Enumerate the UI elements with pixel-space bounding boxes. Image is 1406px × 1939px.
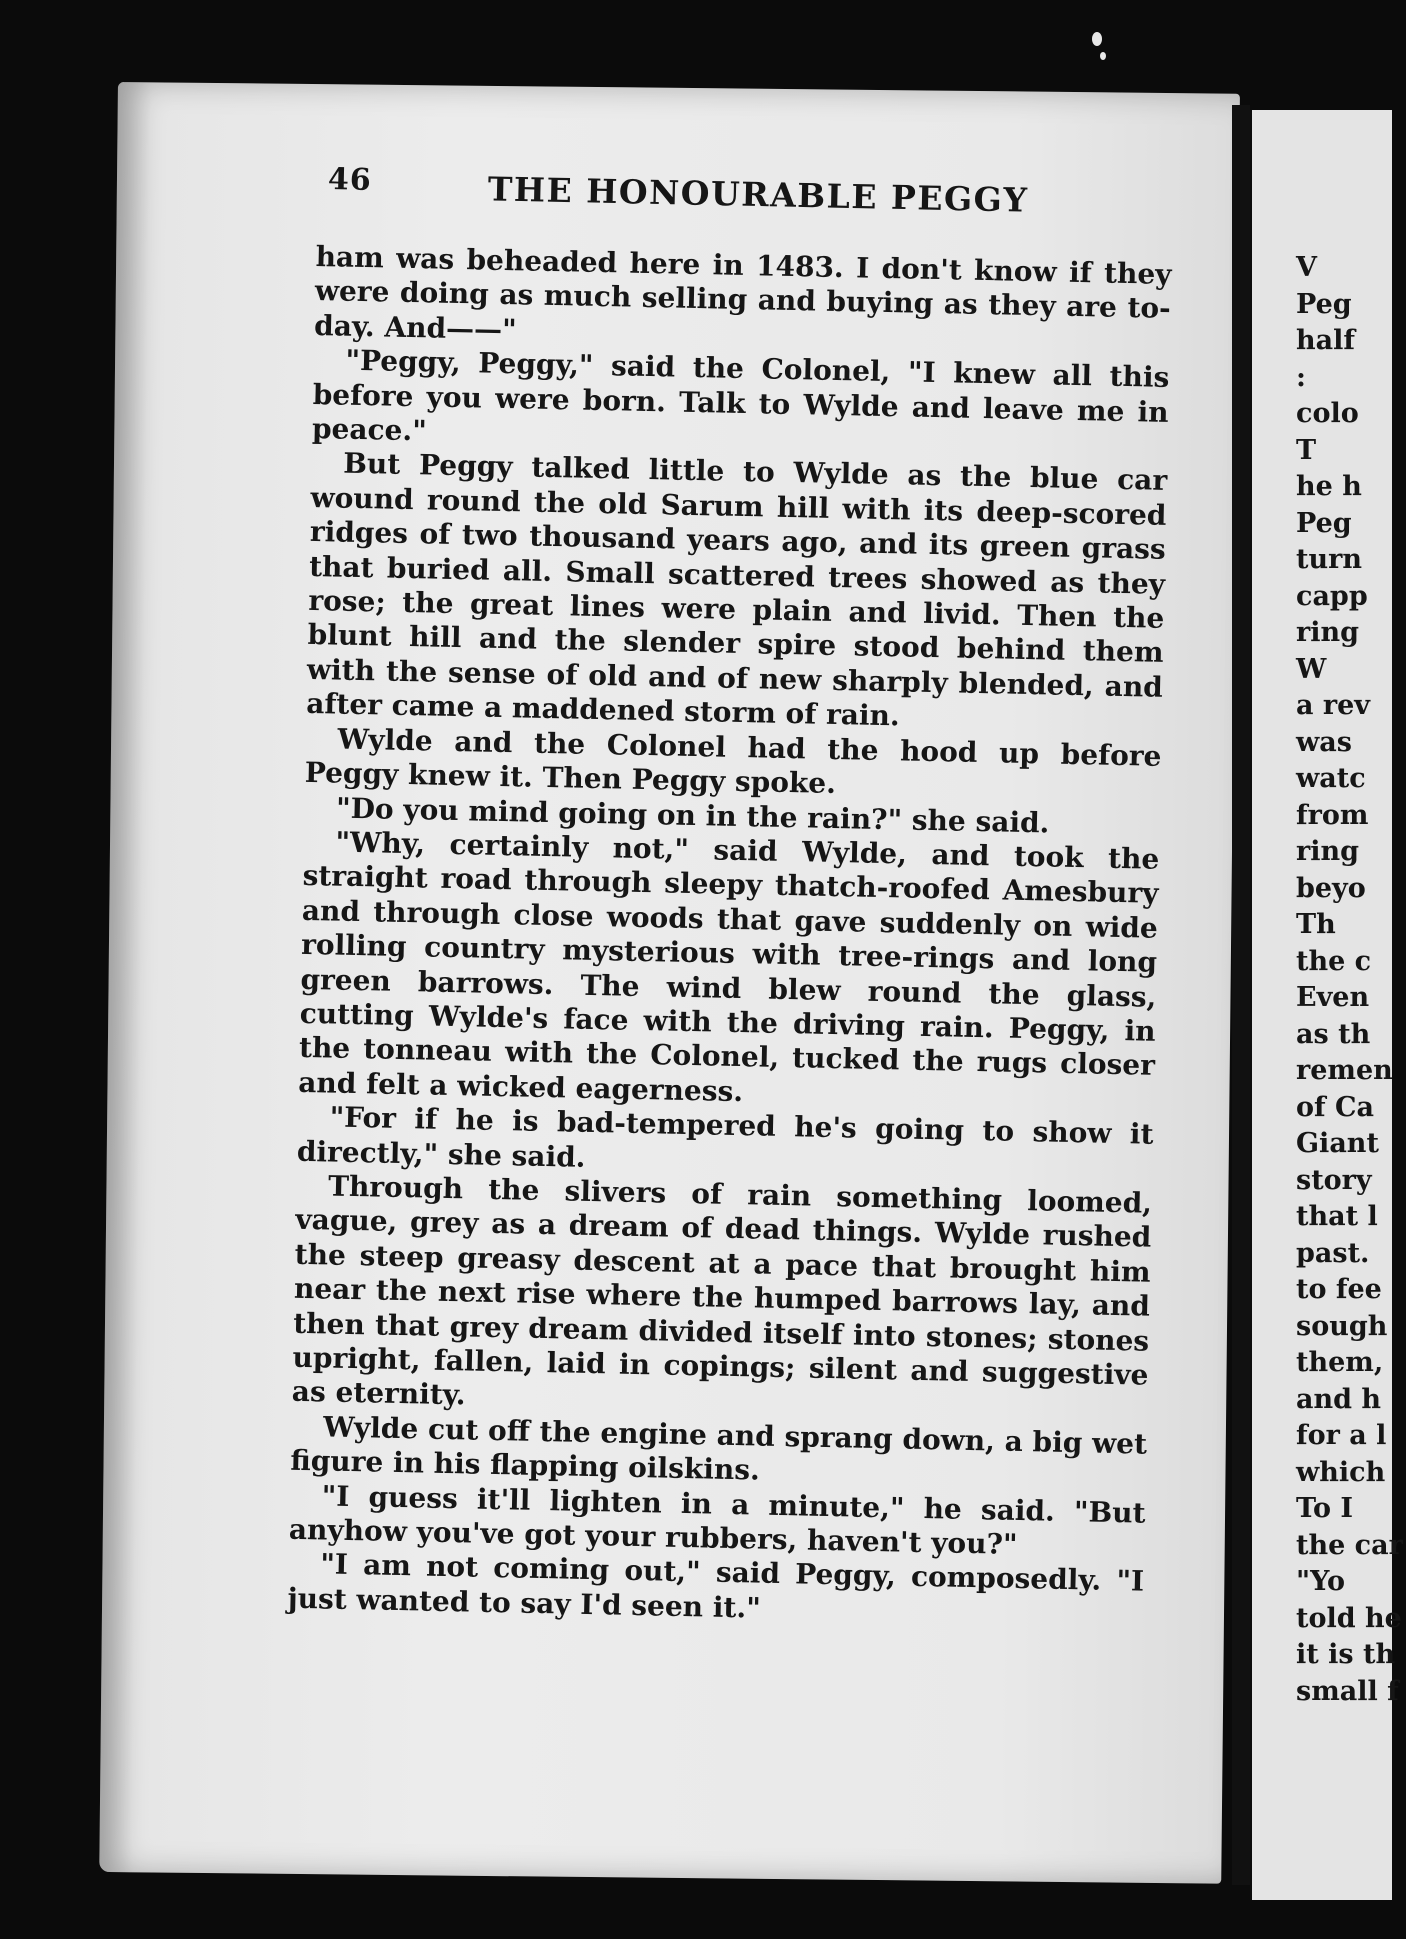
facing-page-line: Even <box>1296 982 1370 1013</box>
facing-page-line: remen <box>1296 1055 1393 1086</box>
dust-speck <box>1100 52 1106 60</box>
facing-page-line: that l <box>1296 1201 1378 1232</box>
paragraph: Through the slivers of rain something loomed, vague, grey as a dream of dead things. Wylde rushed the steep greasy descent at a pace that brought him near the next rise where the humped barrows lay, and then that grey dream divided itself into stones; stones upright, fallen, laid in copings; silent and suggestive as eternity. <box>291 1169 1153 1412</box>
facing-page-line: T <box>1296 434 1317 466</box>
facing-page-line: as th <box>1296 1018 1371 1050</box>
paragraph: "I am not coming out," said Peggy, composedly. "I just wanted to say I'd seen it." <box>287 1547 1145 1625</box>
paragraph: Wylde and the Colonel had the hood up before Peggy knew it. Then Peggy spoke. <box>304 722 1162 801</box>
facing-page-line: ring <box>1296 836 1359 867</box>
facing-page-line: of Ca <box>1296 1091 1375 1123</box>
facing-page-line: for a l <box>1296 1420 1387 1451</box>
facing-page-line: capp <box>1296 580 1368 612</box>
paragraph: "Why, certainly not," said Wylde, and took the straight road through sleepy thatch-roofed Amesbury and through close woods that gave suddenly on wide rolling country mysterious with tree-rings and long green barrows. The wind blew round the glass, cutting Wylde's face with the driving rain. Peggy, in the tonneau with the Colonel, tucked the rugs closer and felt a wicked eagerness. <box>298 825 1160 1108</box>
facing-page-line: turn <box>1296 544 1362 575</box>
facing-page-line: them, <box>1296 1347 1384 1378</box>
facing-page-line: small f <box>1296 1675 1399 1707</box>
facing-page-line: V <box>1296 252 1317 283</box>
paragraph: "For if he is bad-tempered he's going to show it directly," she said. <box>296 1100 1154 1174</box>
facing-page-line: from <box>1296 799 1369 831</box>
facing-page-line: told he <box>1296 1602 1402 1634</box>
facing-page-line: the car <box>1296 1529 1403 1561</box>
facing-page-line: a rev <box>1296 690 1370 721</box>
facing-page-line: Peg <box>1296 288 1352 320</box>
facing-page-line: and h <box>1296 1383 1382 1415</box>
paragraph: Wylde cut off the engine and sprang down, a big wet figure in his flapping oilskins. <box>290 1410 1148 1487</box>
facing-page-text <box>1296 250 1406 1710</box>
facing-page-line: the c <box>1296 945 1372 977</box>
paragraph: "Do you mind going on in the rain?" she said. <box>335 791 1050 839</box>
facing-page-line: sough <box>1296 1310 1388 1342</box>
facing-page-line: : <box>1296 361 1306 393</box>
facing-page-line: half <box>1296 325 1355 356</box>
facing-page-line: Peg <box>1296 507 1352 539</box>
facing-page-line: colo <box>1296 398 1359 429</box>
paragraph: But Peggy talked little to Wylde as the blue car wound round the old Sarum hill with its deep-scored ridges of two thousand years ago, and its green grass that buried all. Small scattered trees showed as they rose; the great lines were plain and livid. Then the blunt hill and the slender spire stood behind them with the sense of old and of new sharply blended, and after came a maddened storm of rain. <box>305 447 1168 733</box>
book-title: THE HONOURABLE PEGGY <box>487 169 1029 220</box>
paragraph: ham was beheaded here in 1483. I don't know if they were doing as much selling and buying as they are to-day. And——" <box>313 240 1172 347</box>
facing-page-line: To I <box>1296 1493 1354 1524</box>
book-gutter <box>1232 105 1250 1885</box>
facing-page-line: it is th <box>1296 1639 1396 1670</box>
facing-page-line: which <box>1296 1456 1386 1488</box>
body-text <box>287 240 1172 1634</box>
paragraph: "Peggy, Peggy," said the Colonel, "I knew all this before you were born. Talk to Wylde and leave me in peace." <box>311 343 1170 448</box>
facing-page-line: ring <box>1296 617 1359 648</box>
dust-speck <box>1092 32 1102 46</box>
facing-page-line: Th <box>1296 909 1336 940</box>
facing-page-line: watc <box>1296 763 1366 794</box>
facing-page-line: W <box>1296 653 1327 685</box>
facing-page-line: past. <box>1296 1237 1370 1269</box>
facing-page-line: "Yo <box>1296 1566 1346 1597</box>
facing-page-line: story <box>1296 1164 1372 1196</box>
facing-page-line: to fee <box>1296 1274 1382 1305</box>
paragraph: "I guess it'll lighten in a minute," he said. "But anyhow you've got your rubbers, haven't you?" <box>288 1479 1146 1562</box>
facing-page-line: he h <box>1296 471 1362 502</box>
facing-page-line: Giant <box>1296 1128 1379 1159</box>
facing-page-line: beyo <box>1296 872 1366 904</box>
page-number: 46 <box>327 162 373 198</box>
facing-page-line: was <box>1296 726 1352 758</box>
